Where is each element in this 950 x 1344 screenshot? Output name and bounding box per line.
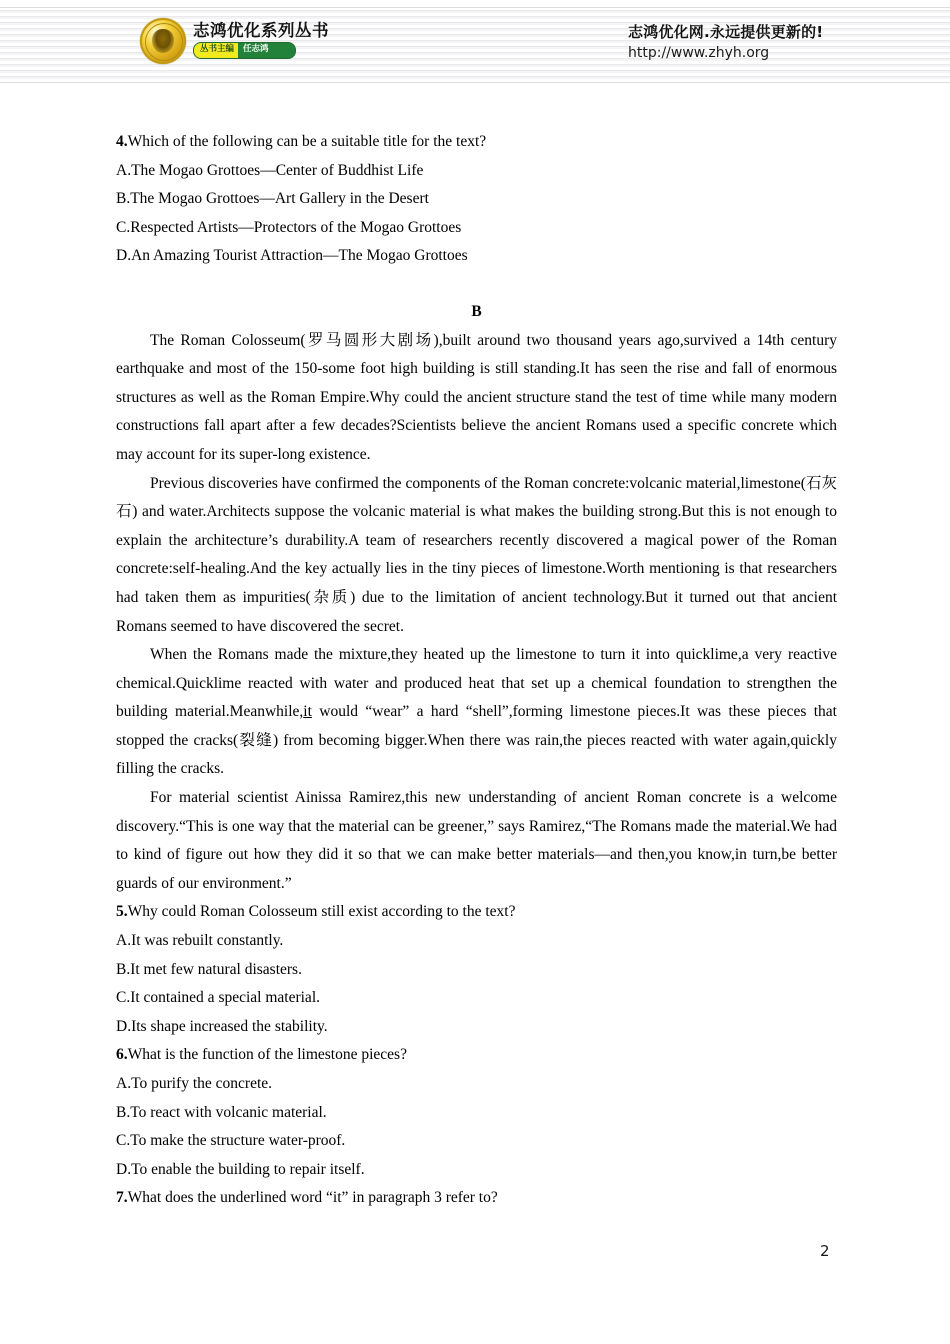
site-url[interactable]: http://www.zhyh.org bbox=[628, 45, 770, 62]
question-7-stem bbox=[116, 1184, 837, 1213]
question-4-option-b[interactable]: B.The Mogao Grottoes—Art Gallery in the Desert bbox=[116, 190, 429, 208]
question-5-stem bbox=[116, 898, 837, 927]
brand-text-group bbox=[193, 20, 329, 60]
question-6-stem bbox=[116, 1041, 837, 1070]
page-header bbox=[0, 0, 950, 90]
question-6-option-c[interactable]: C.To make the structure water-proof. bbox=[116, 1132, 346, 1150]
passage-paragraph-1: The Roman Colosseum(罗马圆形大剧场),built around two thousand years ago,survived a 14th century earthquake and most of the 150-some foot high building is still standing.It has seen the rise and fall of enormous structures as well as the Roman Empire.Why could the ancient structure stand the test of time while many modern constructions fall apart after a few decades?Scientists believe the ancient Romans used a specific concrete which may account for its super-long existence. bbox=[116, 331, 837, 463]
passage-section-label: B bbox=[471, 302, 482, 320]
paragraph-3-before-underline: When the Romans made the mixture,they heated up the limestone to turn it into quicklime,a very reactive chemical.Quicklime reacted with water and produced heat that set up a chemical foundation to strengthen the building material.Meanwhile, bbox=[116, 646, 837, 721]
question-4-option-c[interactable]: C.Respected Artists—Protectors of the Mogao Grottoes bbox=[116, 218, 462, 236]
question-4-number: 4. bbox=[116, 133, 128, 150]
brand-logo-group bbox=[140, 18, 329, 64]
question-7-number: 7. bbox=[116, 1189, 128, 1207]
question-6-number: 6. bbox=[116, 1046, 128, 1064]
question-5-option-a[interactable]: A.It was rebuilt constantly. bbox=[116, 932, 284, 950]
question-4-option-a[interactable]: A.The Mogao Grottoes—Center of Buddhist Life bbox=[116, 161, 424, 179]
editor-badge bbox=[193, 42, 296, 59]
question-6-text: What is the function of the limestone pieces? bbox=[127, 1046, 407, 1064]
underlined-word-it: it bbox=[303, 703, 312, 721]
page-number: 2 bbox=[820, 1242, 830, 1260]
question-4-stem bbox=[116, 128, 837, 157]
editor-badge-label: 丛书主编 bbox=[194, 43, 238, 58]
question-7-text: What does the underlined word “it” in paragraph 3 refer to? bbox=[127, 1189, 498, 1207]
question-5-option-c[interactable]: C.It contained a special material. bbox=[116, 989, 320, 1007]
question-6-option-b[interactable]: B.To react with volcanic material. bbox=[116, 1103, 327, 1121]
question-4-option-d[interactable]: D.An Amazing Tourist Attraction—The Mogao Grottoes bbox=[116, 247, 468, 265]
question-6-option-a[interactable]: A.To purify the concrete. bbox=[116, 1075, 273, 1092]
header-top-rule bbox=[0, 7, 950, 8]
question-5-option-d[interactable]: D.Its shape increased the stability. bbox=[116, 1017, 328, 1035]
question-5-option-b[interactable]: B.It met few natural disasters. bbox=[116, 960, 302, 978]
page-content bbox=[116, 128, 837, 1213]
site-slogan: 志鸿优化网.永远提供更新的! bbox=[628, 23, 824, 41]
passage-paragraph-3 bbox=[116, 641, 837, 784]
passage-paragraph-2: Previous discoveries have confirmed the components of the Roman concrete:volcanic material,limestone(石灰石) and water.Architects suppose the volcanic material is what makes the building strong.But this is not enough to explain the architecture’s durability.A team of researchers recently discovered a magical power of the Roman concrete:self-healing.And the key actually lies in the tiny pieces of limestone.Worth mentioning is that researchers had taken them as impurities(杂质) due to the limitation of ancient technology.But it turned out that ancient Romans seemed to have discovered the secret. bbox=[116, 474, 837, 635]
gold-medallion-icon bbox=[140, 18, 186, 64]
question-4-text: Which of the following can be a suitable title for the text? bbox=[127, 133, 487, 150]
paragraph-3-after-underline: would “wear” a hard “shell”,forming limestone pieces.It was these pieces that stopped the cracks(裂缝) from becoming bigger.When there was rain,the pieces reacted with water again,quickly filling the cracks. bbox=[116, 703, 837, 778]
passage-paragraph-4: For material scientist Ainissa Ramirez,this new understanding of ancient Roman concrete is a welcome discovery.“This is one way that the material can be greener,” says Ramirez,“The Romans made the material.We had to kind of figure out how they did it so that we can make better materials—and then,you know,in turn,be better guards of our environment.” bbox=[116, 789, 837, 892]
editor-badge-name: 任志鸿 bbox=[238, 43, 277, 58]
header-bottom-rule bbox=[0, 82, 950, 83]
question-6-option-d[interactable]: D.To enable the building to repair itself. bbox=[116, 1160, 365, 1178]
brand-title: 志鸿优化系列丛书 bbox=[193, 20, 329, 40]
question-5-text: Why could Roman Colosseum still exist according to the text? bbox=[127, 903, 516, 921]
site-info-group bbox=[628, 24, 823, 61]
question-5-number: 5. bbox=[116, 903, 128, 921]
